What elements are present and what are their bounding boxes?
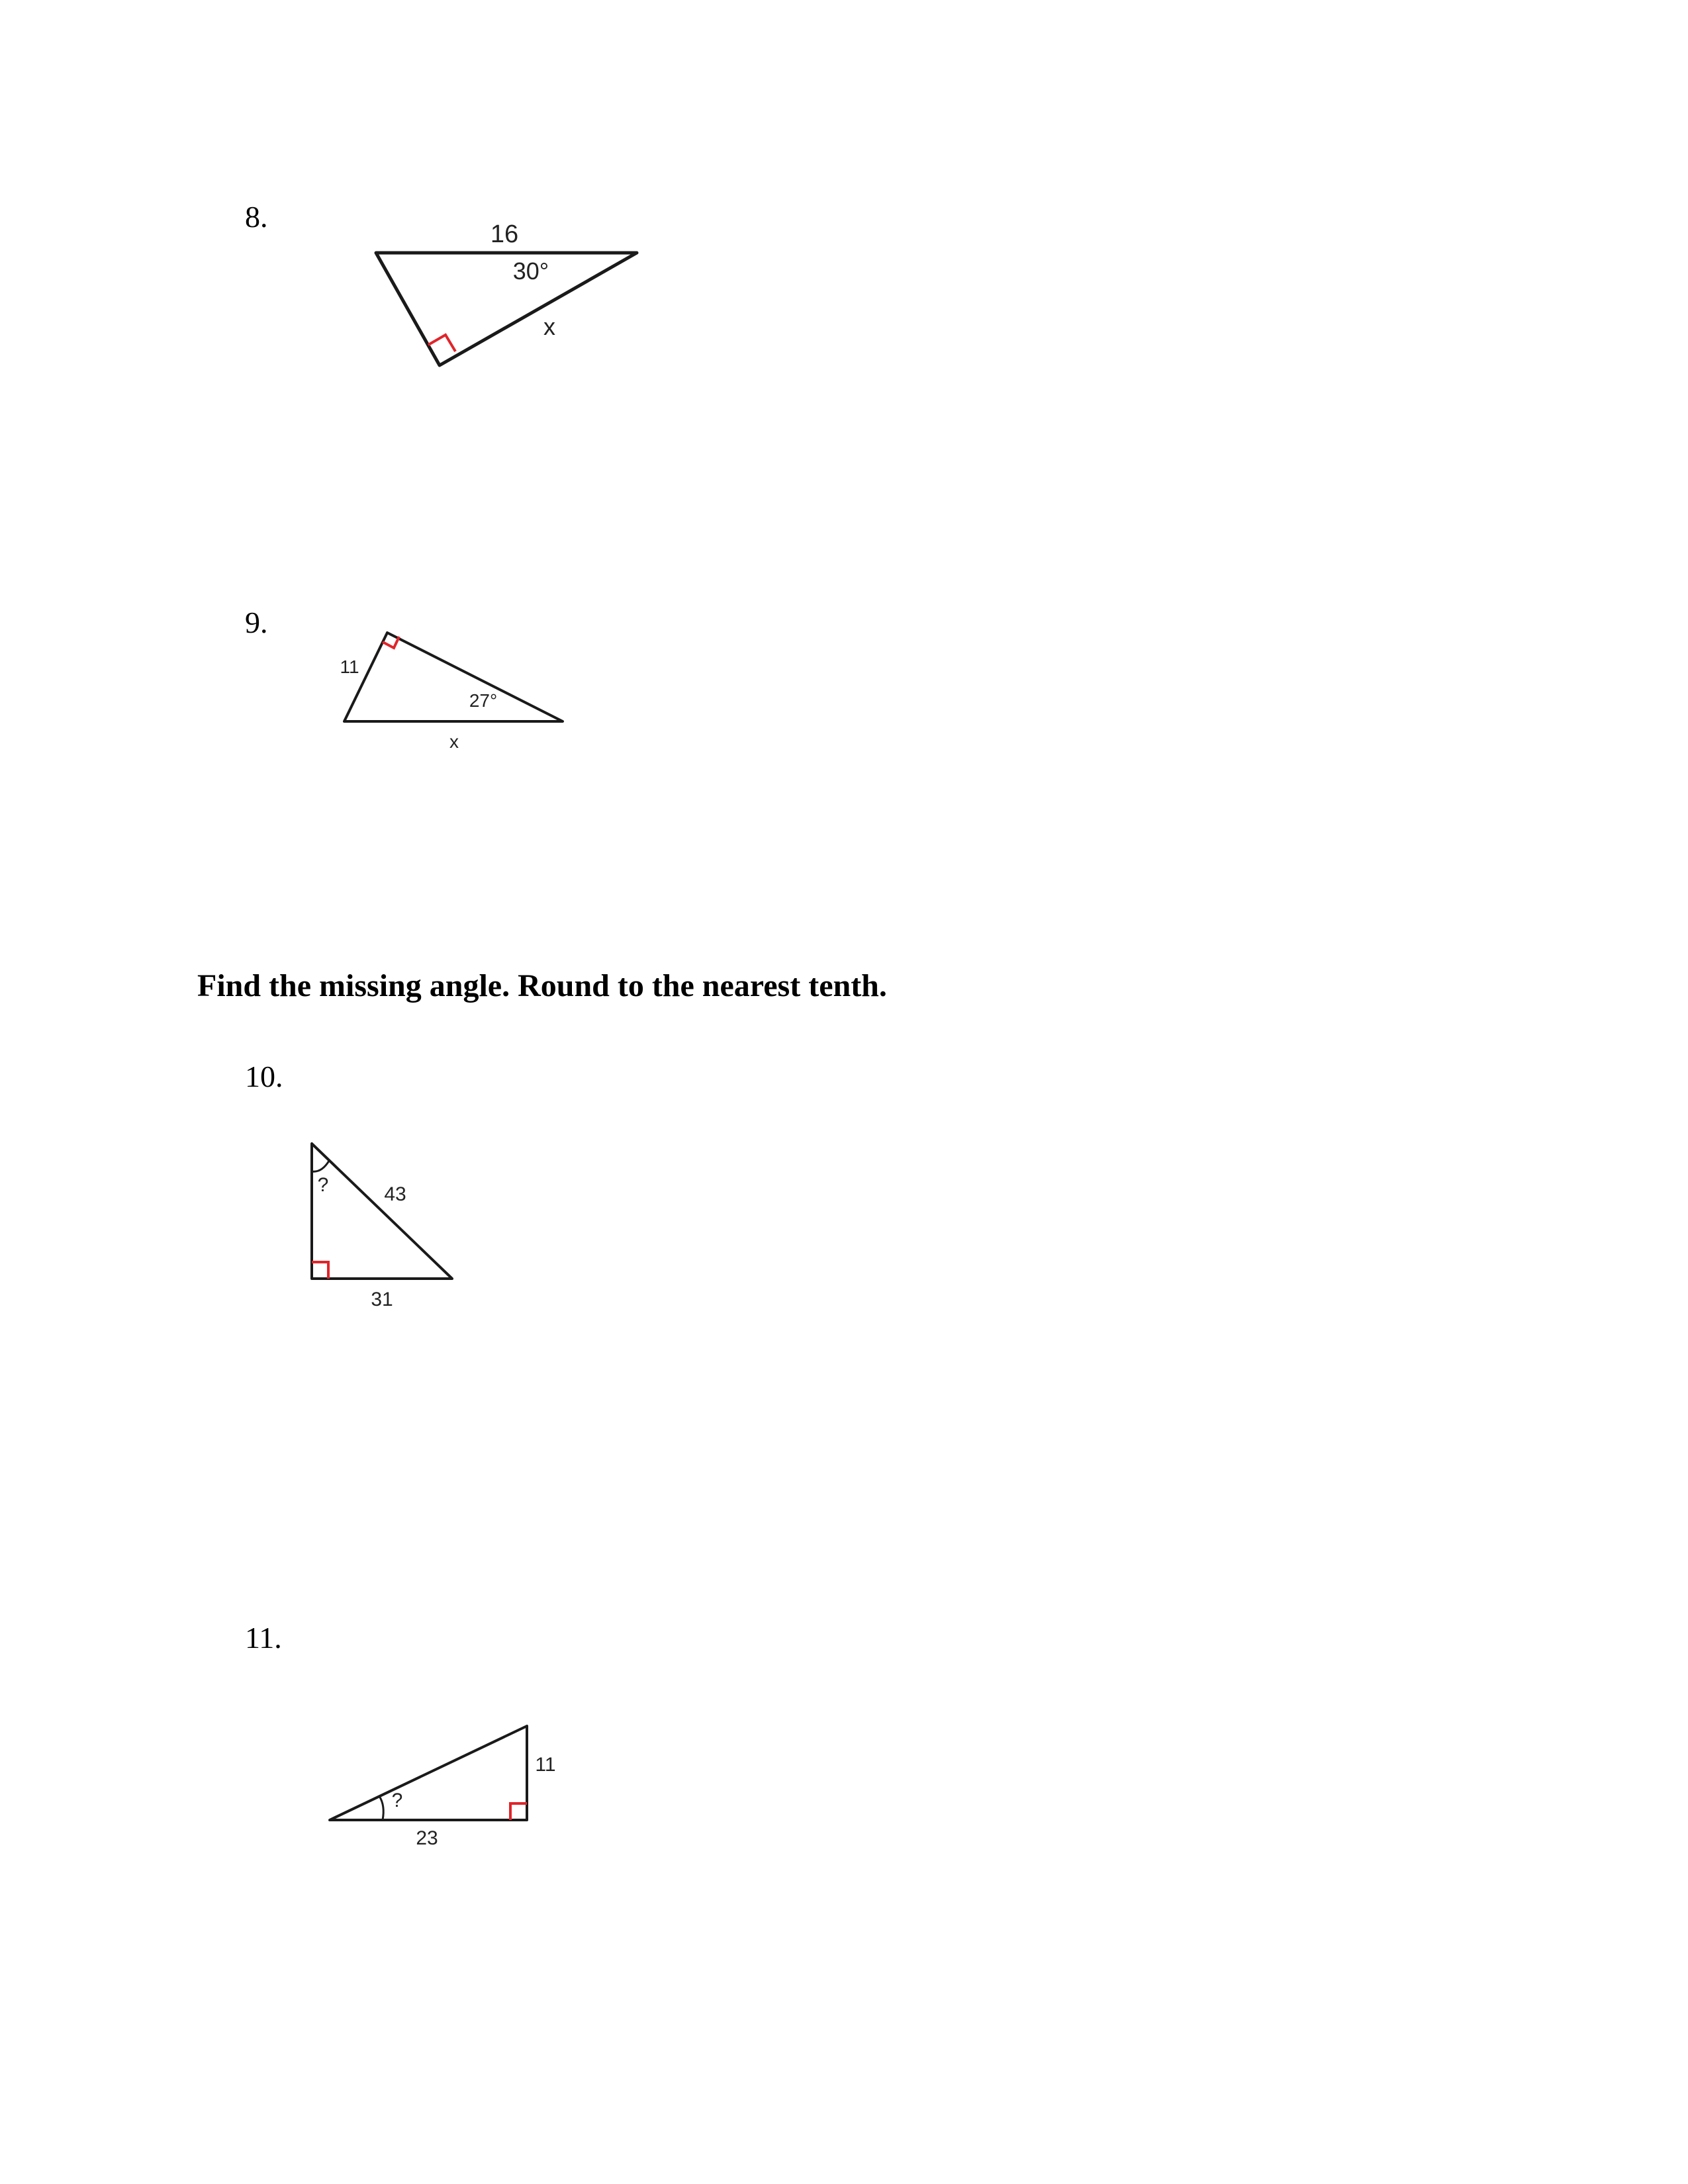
problem-11-triangle (318, 1707, 583, 1853)
problem-8-triangle (357, 212, 655, 384)
right-angle-marker (428, 335, 455, 351)
problem-11-number: 11. (245, 1621, 282, 1655)
label-side-x: x (543, 313, 555, 340)
triangle-8-outline (376, 253, 637, 365)
label-side-23: 23 (416, 1827, 438, 1849)
angle-arc (379, 1796, 383, 1820)
triangle-11-outline (330, 1726, 527, 1820)
label-hypotenuse-43: 43 (384, 1183, 406, 1205)
problem-8-number: 8. (245, 200, 268, 234)
label-side-11: 11 (535, 1754, 556, 1776)
angle-arc (312, 1161, 329, 1171)
label-angle-27: 27° (469, 690, 498, 711)
label-side-31: 31 (371, 1289, 393, 1310)
label-angle-unknown: ? (391, 1790, 403, 1811)
label-side-11: 11 (340, 657, 359, 677)
label-angle-30: 30° (512, 257, 549, 285)
problem-10-triangle (291, 1125, 490, 1317)
label-angle-unknown: ? (317, 1174, 329, 1196)
triangle-10-outline (312, 1144, 452, 1279)
section-heading: Find the missing angle. Round to the nearest tenth. (197, 968, 887, 1003)
label-side-16: 16 (490, 220, 519, 248)
right-angle-marker (510, 1803, 527, 1820)
problem-10-number: 10. (245, 1060, 283, 1093)
problem-9-triangle (324, 622, 576, 754)
label-side-x: x (449, 731, 459, 752)
triangle-9-outline (344, 633, 563, 721)
problem-9-number: 9. (245, 606, 268, 639)
right-angle-marker (312, 1262, 328, 1279)
